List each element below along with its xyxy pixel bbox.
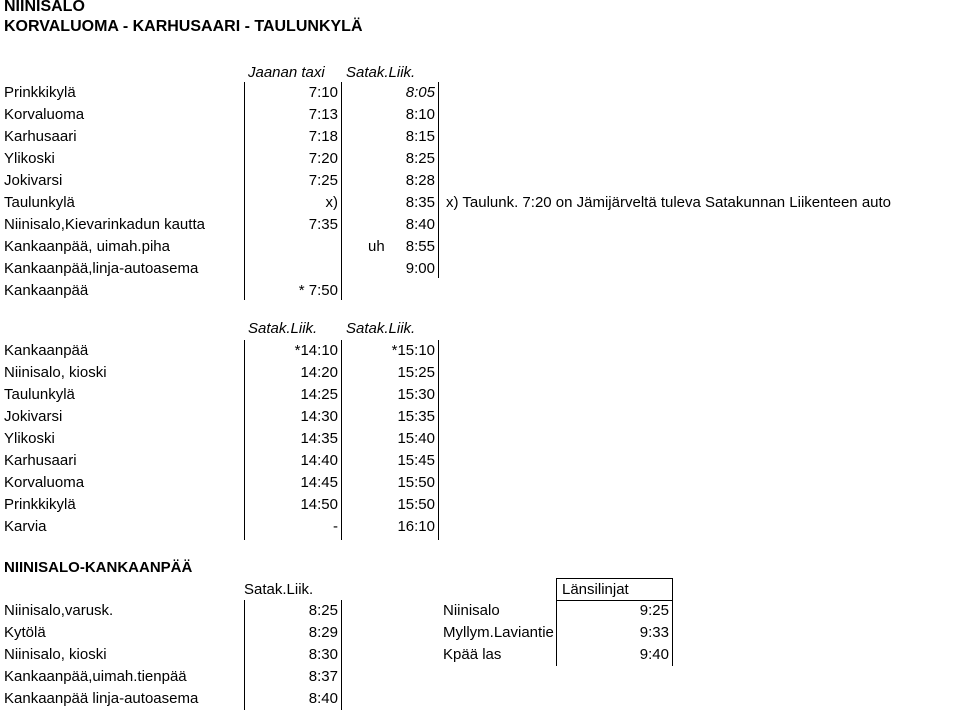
stop-name: Kankaanpää,linja-autoasema	[4, 260, 199, 277]
stop-name: Kytölä	[4, 624, 46, 641]
departure-time: 9:25	[639, 602, 669, 619]
stop-name: Kankaanpää, uimah.piha	[4, 238, 170, 255]
departure-time: 9:33	[639, 624, 669, 641]
stop-name: Jokivarsi	[4, 408, 63, 425]
footnote: x) Taulunk. 7:20 on Jämijärveltä tuleva Satakunnan Liikenteen auto	[446, 194, 892, 211]
operator-header-1: Jaanan taxi	[248, 64, 325, 81]
departure-time: 15:50	[397, 496, 435, 513]
departure-time: 8:25	[405, 150, 435, 167]
departure-time: 15:40	[397, 430, 435, 447]
stop-name: Niinisalo,varusk.	[4, 602, 114, 619]
section-title: NIINISALO-KANKAANPÄÄ	[4, 559, 193, 576]
departure-time: 15:25	[397, 364, 435, 381]
departure-time: 8:37	[308, 668, 338, 685]
stop-name: Prinkkikylä	[4, 84, 76, 101]
departure-time: 14:45	[300, 474, 338, 491]
stop-name: Prinkkikylä	[4, 496, 76, 513]
stop-name: Ylikoski	[4, 150, 55, 167]
departure-time: 7:20	[308, 150, 338, 167]
stop-name: Taulunkylä	[4, 194, 75, 211]
departure-time: 7:10	[308, 84, 338, 101]
stop-name: Karhusaari	[4, 452, 77, 469]
stop-name: Myllym.Laviantie	[443, 624, 554, 641]
departure-time: 8:35	[405, 194, 435, 211]
departure-time: 8:40	[405, 216, 435, 233]
departure-time: 14:25	[300, 386, 338, 403]
stop-name: Korvaluoma	[4, 106, 85, 123]
departure-time: 8:28	[405, 172, 435, 189]
departure-time: 16:10	[397, 518, 435, 535]
stop-name: Jokivarsi	[4, 172, 63, 189]
departure-time: 9:40	[639, 646, 669, 663]
stop-prefix: uh	[368, 238, 385, 255]
departure-time: x)	[325, 194, 338, 211]
column-divider	[341, 600, 342, 710]
column-divider	[438, 82, 439, 278]
operator-header-left: Satak.Liik.	[244, 581, 314, 598]
stop-name: Niinisalo, kioski	[4, 364, 107, 381]
page-title: NIINISALO	[4, 0, 85, 15]
stop-name: Niinisalo	[443, 602, 500, 619]
route-title: KORVALUOMA - KARHUSAARI - TAULUNKYLÄ	[4, 18, 363, 35]
stop-name: Korvaluoma	[4, 474, 85, 491]
departure-time: 8:05	[405, 84, 435, 101]
departure-time: 8:25	[308, 602, 338, 619]
departure-time: 14:35	[300, 430, 338, 447]
departure-time: 14:20	[300, 364, 338, 381]
stop-name: Kankaanpää,uimah.tienpää	[4, 668, 187, 685]
operator-header-1: Satak.Liik.	[248, 320, 318, 337]
stop-name: Kankaanpää linja-autoasema	[4, 690, 199, 707]
departure-time: 14:50	[300, 496, 338, 513]
operator-header-2: Satak.Liik.	[346, 64, 416, 81]
departure-time: 8:29	[308, 624, 338, 641]
departure-time: 14:30	[300, 408, 338, 425]
departure-time: 8:15	[405, 128, 435, 145]
departure-time: 7:13	[308, 106, 338, 123]
stop-name: Kankaanpää	[4, 342, 89, 359]
departure-time: * 7:50	[298, 282, 338, 299]
operator-header-right: Länsilinjat	[556, 578, 673, 601]
departure-time: 8:10	[405, 106, 435, 123]
stop-name: Karvia	[4, 518, 47, 535]
departure-time: *15:10	[391, 342, 435, 359]
departure-time: 14:40	[300, 452, 338, 469]
departure-time: 15:35	[397, 408, 435, 425]
departure-time: 15:50	[397, 474, 435, 491]
departure-time: 8:30	[308, 646, 338, 663]
stop-name: Kankaanpää	[4, 282, 89, 299]
departure-time: 7:18	[308, 128, 338, 145]
stop-name: Kpää las	[443, 646, 502, 663]
departure-time: 8:55	[405, 238, 435, 255]
departure-time: 9:00	[405, 260, 435, 277]
departure-time: *14:10	[294, 342, 338, 359]
departure-time: 7:35	[308, 216, 338, 233]
departure-time: 15:45	[397, 452, 435, 469]
departure-time: -	[333, 518, 338, 535]
stop-name: Taulunkylä	[4, 386, 75, 403]
stop-name: Ylikoski	[4, 430, 55, 447]
column-divider	[672, 600, 673, 666]
stop-name: Niinisalo,Kievarinkadun kautta	[4, 216, 205, 233]
departure-time: 7:25	[308, 172, 338, 189]
departure-time: 8:40	[308, 690, 338, 707]
stop-name: Karhusaari	[4, 128, 77, 145]
stop-name: Niinisalo, kioski	[4, 646, 107, 663]
operator-header-2: Satak.Liik.	[346, 320, 416, 337]
departure-time: 15:30	[397, 386, 435, 403]
column-divider	[438, 340, 439, 540]
